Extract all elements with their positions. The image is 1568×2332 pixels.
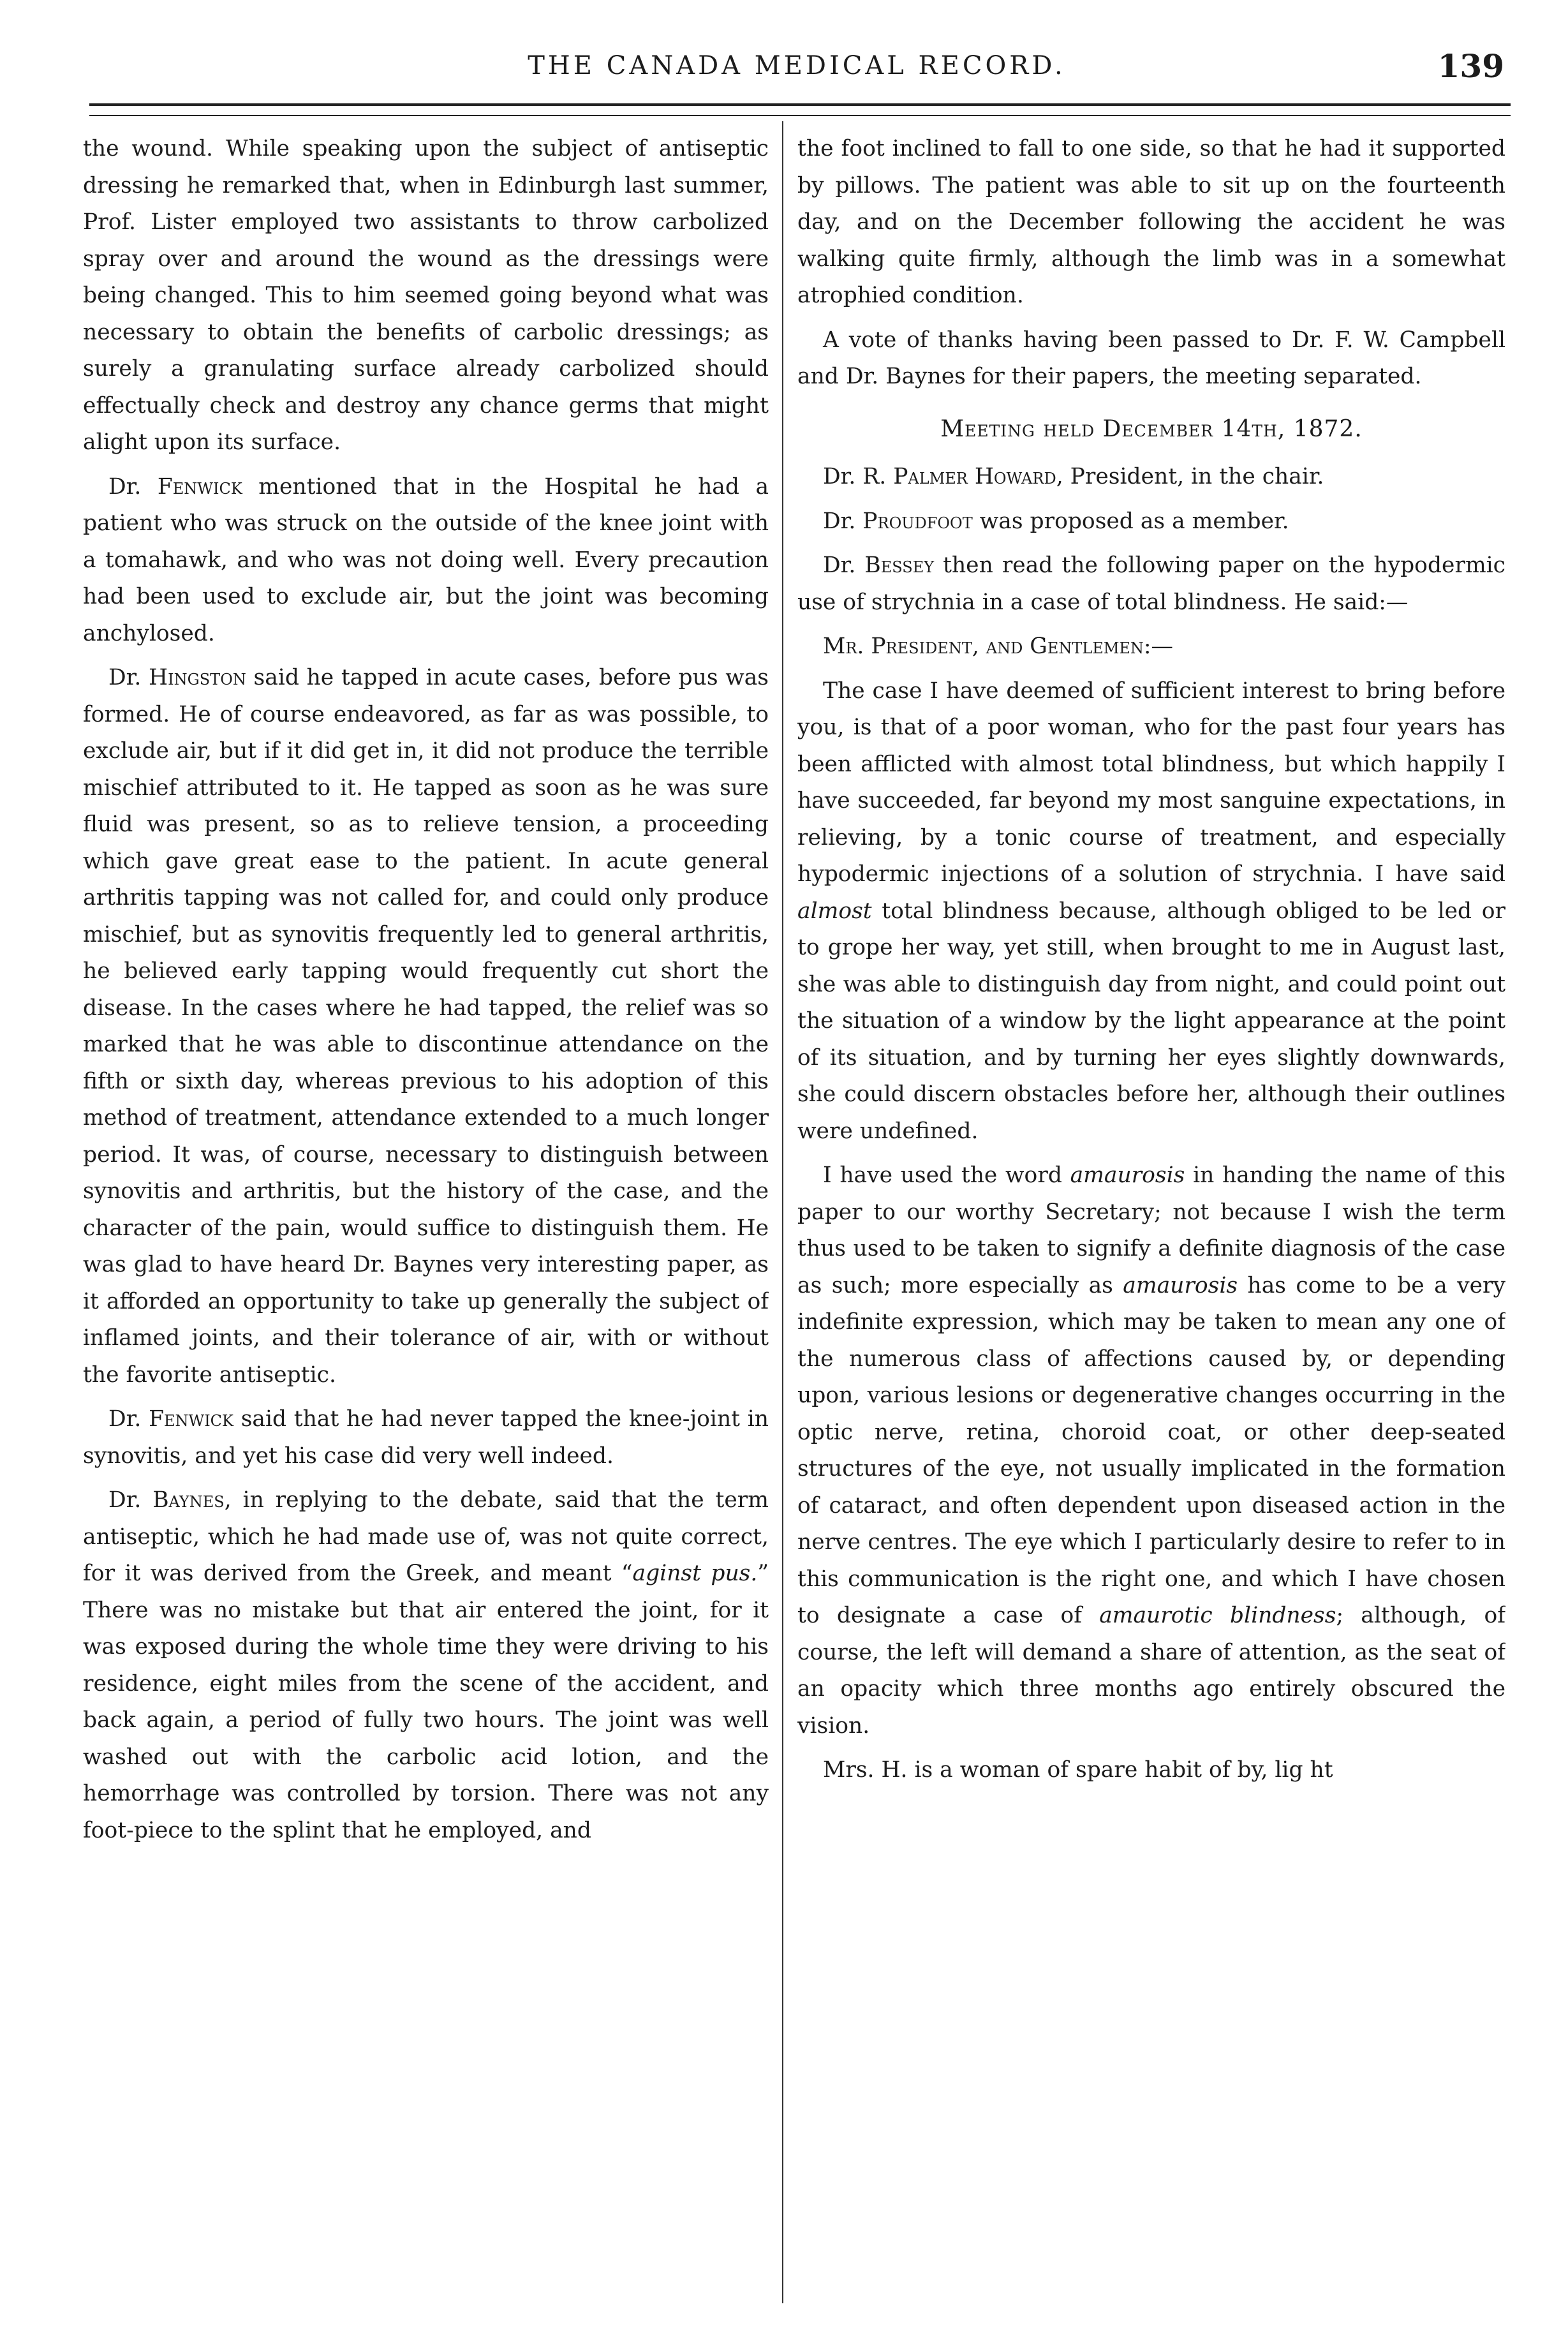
paragraph xyxy=(797,673,1505,1150)
text-run: , President, in the chair. xyxy=(1056,464,1324,489)
text-run: said that he had never tapped the knee-joint in synovitis, and yet his case did very well indeed. xyxy=(83,1406,769,1469)
text-run: was proposed as a member. xyxy=(972,508,1289,534)
paragraph: A vote of thanks having been passed to Dr. F. W. Campbell and Dr. Baynes for their papers, the meeting separated. xyxy=(797,327,1505,389)
header-rule-thin xyxy=(89,115,1511,116)
text-run: Dr. xyxy=(823,553,865,578)
text-run: Dr. xyxy=(108,665,149,690)
text-run: said he tapped in acute cases, before pus was formed. He of course endeavored, as far as was possible, to exclude air, but if it did get in, it did not produce the terrible mischief attributed to it. He tapped as soon as he was sure fluid was present, so as to relieve tension, a proceeding which gave great ease to the patient. In acute general arthritis tapping was not called for, and could only produce mischief, but as synovitis frequently led to general arthritis, he believed early tapping would frequently cut short the disease. In the cases where he had tapped, the relief was so marked that he was able to discontinue attendance on the fifth or sixth day, whereas previous to his adoption of this method of treatment, attendance extended to a much longer period. It was, of course, necessary to distinguish between synovitis and arthritis, but the history of the case, and the character of the pain, would suffice to distinguish them. He was glad to have heard Dr. Baynes very interesting paper, as it afforded an opportunity to take up generally the subject of inflamed joints, and their tolerance of air, with or without the favorite antiseptic. xyxy=(83,665,769,1388)
speaker-name: Proudfoot xyxy=(862,508,973,534)
text-run: has come to be a very indefinite expression, which may be taken to mean any one of the numerous class of affections caused by, or depending upon, various lesions or degenerative changes occurring in the optic nerve, retina, choroid coat, or other deep-seated structures of the eye, not usually implicated in the formation of cataract, and often dependent upon diseased action in the nerve centres. The eye which I particularly desire to refer to in this communication is the right one, and which I have chosen to designate a case of xyxy=(797,1272,1505,1628)
paragraph xyxy=(83,1401,769,1474)
italic-phrase: amaurotic blindness xyxy=(1099,1603,1336,1628)
text-run: Dr. xyxy=(108,1487,153,1513)
text-run: mentioned that in the Hospital he had a patient who was struck on the outside of the knee joint with a tomahawk, and who was not doing well. Every precaution had been used to exclude air, but the joint was becoming anchylosed. xyxy=(83,473,769,646)
speaker-name: Bessey xyxy=(864,553,935,578)
paragraph xyxy=(797,1157,1505,1744)
journal-title: THE CANADA MEDICAL RECORD. xyxy=(528,51,1066,80)
text-run: then read the following paper on the hypodermic use of strychnia in a case of total blindness. He said:— xyxy=(797,553,1505,615)
text-run: I have used the word xyxy=(823,1162,1070,1188)
header-rule-thick xyxy=(89,103,1511,106)
paragraph xyxy=(83,469,769,653)
speaker-name: Fenwick xyxy=(157,473,242,500)
text-run: Dr. xyxy=(108,473,158,500)
paragraph: the foot inclined to fall to one side, so that he had it supported by pillows. The patient was able to sit up on the fourteenth day, and on the December following the accident he was walking quite firmly, although the limb was in a somewhat atrophied condition. xyxy=(797,136,1505,308)
text-run: Dr. xyxy=(108,1406,149,1432)
page-number: 139 xyxy=(1437,47,1504,85)
text-run: in handing the name of this paper to our worthy Secretary; not because I wish the term thus used to be taken to signify a definite diagnosis of the case as such; more especially as xyxy=(797,1162,1505,1298)
text-run: Dr. xyxy=(823,508,863,534)
left-column xyxy=(83,131,769,2300)
text-run: ; although, of course, the left will demand a share of attention, as the seat of an opacity which three months ago entirely obscured the vision. xyxy=(797,1603,1505,1739)
speaker-name: R. Palmer Howard xyxy=(862,464,1056,489)
page-header xyxy=(89,45,1504,89)
speaker-name: Fenwick xyxy=(149,1406,233,1432)
salutation: Mr. President, and Gentlemen:— xyxy=(823,634,1174,659)
paragraph xyxy=(83,660,769,1393)
italic-word: amaurosis xyxy=(1123,1272,1238,1298)
paragraph xyxy=(83,1482,769,1849)
meeting-heading: Meeting held December 14th, 1872. xyxy=(940,415,1363,442)
speaker-name: Hingston xyxy=(149,665,246,690)
paragraph: the wound. While speaking upon the subject of antiseptic dressing he remarked that, when in Edinburgh last summer, Prof. Lister employed two assistants to throw carbolized spray over and around the wound as the dressings were being changed. This to him seemed going beyond what was necessary to obtain the benefits of carbolic dressings; as surely a granulating surface already carbolized should effectually check and destroy any chance germs that might alight upon its surface. xyxy=(83,136,769,455)
text-run: ” There was no mistake but that air entered the joint, for it was exposed during the whole time they were driving to his residence, eight miles from the scene of the accident, and back again, a period of fully two hours. The joint was well washed out with the carbolic acid lotion, and the hemorrhage was controlled by torsion. There was not any foot-piece to the splint that he employed, and xyxy=(83,1561,769,1843)
paragraph xyxy=(797,459,1505,496)
right-column xyxy=(797,131,1505,2300)
paragraph xyxy=(797,503,1505,540)
paragraph xyxy=(797,547,1505,621)
italic-word: almost xyxy=(797,898,872,924)
text-run: The case I have deemed of sufficient interest to bring before you, is that of a poor woman, who for the past four years has been afflicted with almost total blindness, but which happily I have succeeded, far beyond my most sanguine expectations, in relieving, by a tonic course of treatment, and especially hypodermic injections of a solution of strychnia. I have said xyxy=(797,678,1505,887)
italic-word: amaurosis xyxy=(1070,1162,1185,1188)
paragraph: Mrs. H. is a woman of spare habit of by, lig ht xyxy=(823,1757,1333,1783)
column-divider xyxy=(782,121,783,2303)
italic-phrase: aginst pus. xyxy=(632,1561,758,1586)
text-run: total blindness because, although obliged to be led or to grope her way, yet still, when brought to me in August last, she was able to distinguish day from night, and could point out the situation of a window by the light appearance at the point of its situation, and by turning her eyes slightly downwards, she could discern obstacles before her, although their outlines were undefined. xyxy=(797,898,1505,1144)
text-run: Dr. xyxy=(823,464,863,489)
text-run: , in replying to the debate, said that the term antiseptic, which he had made use of, was not quite correct, for it was derived from the Greek, and meant “ xyxy=(83,1487,769,1586)
speaker-name: Baynes xyxy=(152,1487,225,1513)
